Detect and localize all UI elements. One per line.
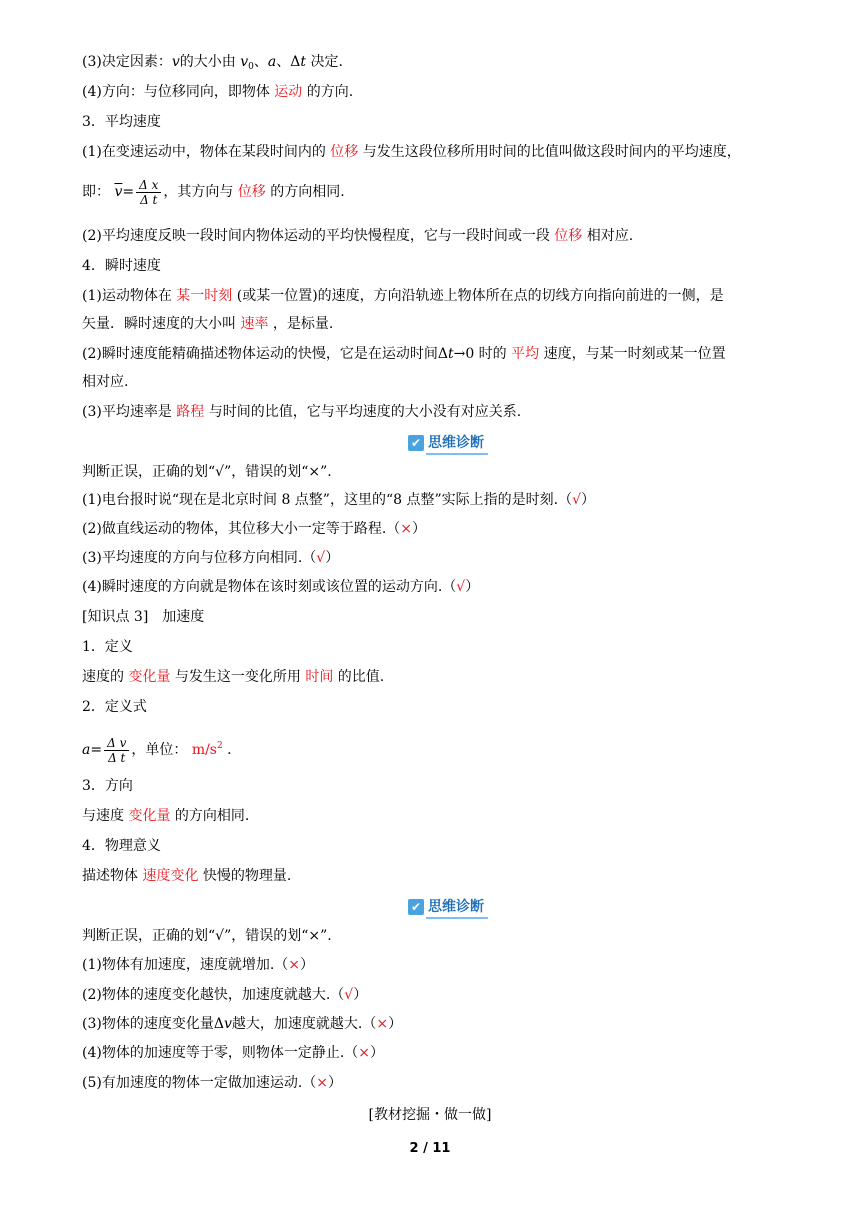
judgement-item: (2)做直线运动的物体，其位移大小一定等于路程.（×） — [82, 521, 427, 537]
section-heading: 3．平均速度 — [82, 114, 161, 130]
text-line: (1)运动物体在 某一时刻 (或某一位置)的速度，方向沿轨迹上物体所在点的切线方向指向前进的一侧，是 — [82, 288, 724, 304]
section-heading: 4．瞬时速度 — [82, 258, 161, 274]
text-line: (2)瞬时速度能精确描述物体运动的快慢，它是在运动时间Δt→0 时的 平均 速度，与某一时刻或某一位置 — [82, 346, 726, 362]
judgement-item: (4)瞬时速度的方向就是物体在该时刻或该位置的运动方向.（√） — [82, 579, 480, 595]
text-line: (2)平均速度反映一段时间内物体运动的平均快慢程度，它与一段时间或一段 位移 相对应. — [82, 228, 634, 244]
page-number: 2 / 11 — [409, 1141, 451, 1156]
text-line: 描述物体 速度变化 快慢的物理量. — [82, 868, 292, 884]
text-line: 判断正误，正确的划“√”，错误的划“×”. — [82, 928, 332, 944]
section-heading: [知识点 3] 加速度 — [82, 609, 205, 625]
text-line: (3)平均速率是 路程 与时间的比值，它与平均速度的大小没有对应关系. — [82, 404, 522, 420]
text-line: 判断正误，正确的划“√”，错误的划“×”. — [82, 464, 332, 480]
text-line: 矢量．瞬时速度的大小叫 速率 ，是标量. — [82, 316, 334, 332]
check-icon: ✔ — [408, 435, 424, 451]
text-line: (1)在变速运动中，物体在某段时间内的 位移 与发生这段位移所用时间的比值叫做这段时间内的平均速度， — [82, 144, 741, 160]
check-icon: ✔ — [408, 899, 424, 915]
judgement-item: (2)物体的速度变化越快，加速度就越大.（√） — [82, 987, 368, 1003]
judgement-item: (4)物体的加速度等于零，则物体一定静止.（×） — [82, 1045, 385, 1061]
text-line: 速度的 变化量 与发生这一变化所用 时间 的比值. — [82, 669, 385, 685]
thinking-diagnosis-badge: ✔ 思维诊断 — [408, 897, 488, 917]
judgement-item: (1)物体有加速度，速度就增加.（×） — [82, 957, 315, 973]
section-heading: 1．定义 — [82, 639, 133, 655]
text-line: (3)决定因素：v的大小由 $v_0$、a、Δt 决定. — [82, 54, 343, 72]
judgement-item: (5)有加速度的物体一定做加速运动.（×） — [82, 1075, 343, 1091]
formula-line: a= $\frac{\text{Δ v}}{\text{Δ t}}$ ，单位： $m/s^2$ . — [82, 735, 232, 765]
judgement-item: (1)电台报时说“现在是北京时间 8 点整”，这里的“8 点整”实际上指的是时刻.（√） — [82, 492, 595, 508]
judgement-item: (3)平均速度的方向与位移方向相同.（√） — [82, 550, 340, 566]
text-line: (4)方向：与位移同向，即物体 运动 的方向. — [82, 84, 354, 100]
section-footer: [教材挖掘・做一做] — [368, 1107, 492, 1123]
section-heading: 4．物理意义 — [82, 838, 161, 854]
formula-line: 即： $\overline{v}=$ $\frac{\text{Δ x}}{\text{Δ t}}$ ，其方向与 位移 的方向相同. — [82, 177, 345, 207]
fraction: $\frac{\text{Δ x}}{\text{Δ t}}$ — [136, 178, 161, 207]
text-line: 相对应. — [82, 374, 129, 390]
text-line: 与速度 变化量 的方向相同. — [82, 808, 250, 824]
section-heading: 3．方向 — [82, 778, 133, 794]
judgement-item: (3)物体的速度变化量Δv越大，加速度就越大.（×） — [82, 1016, 403, 1032]
fraction: $\frac{\text{Δ v}}{\text{Δ t}}$ — [104, 736, 129, 765]
section-heading: 2．定义式 — [82, 699, 147, 715]
thinking-diagnosis-badge: ✔ 思维诊断 — [408, 433, 488, 453]
